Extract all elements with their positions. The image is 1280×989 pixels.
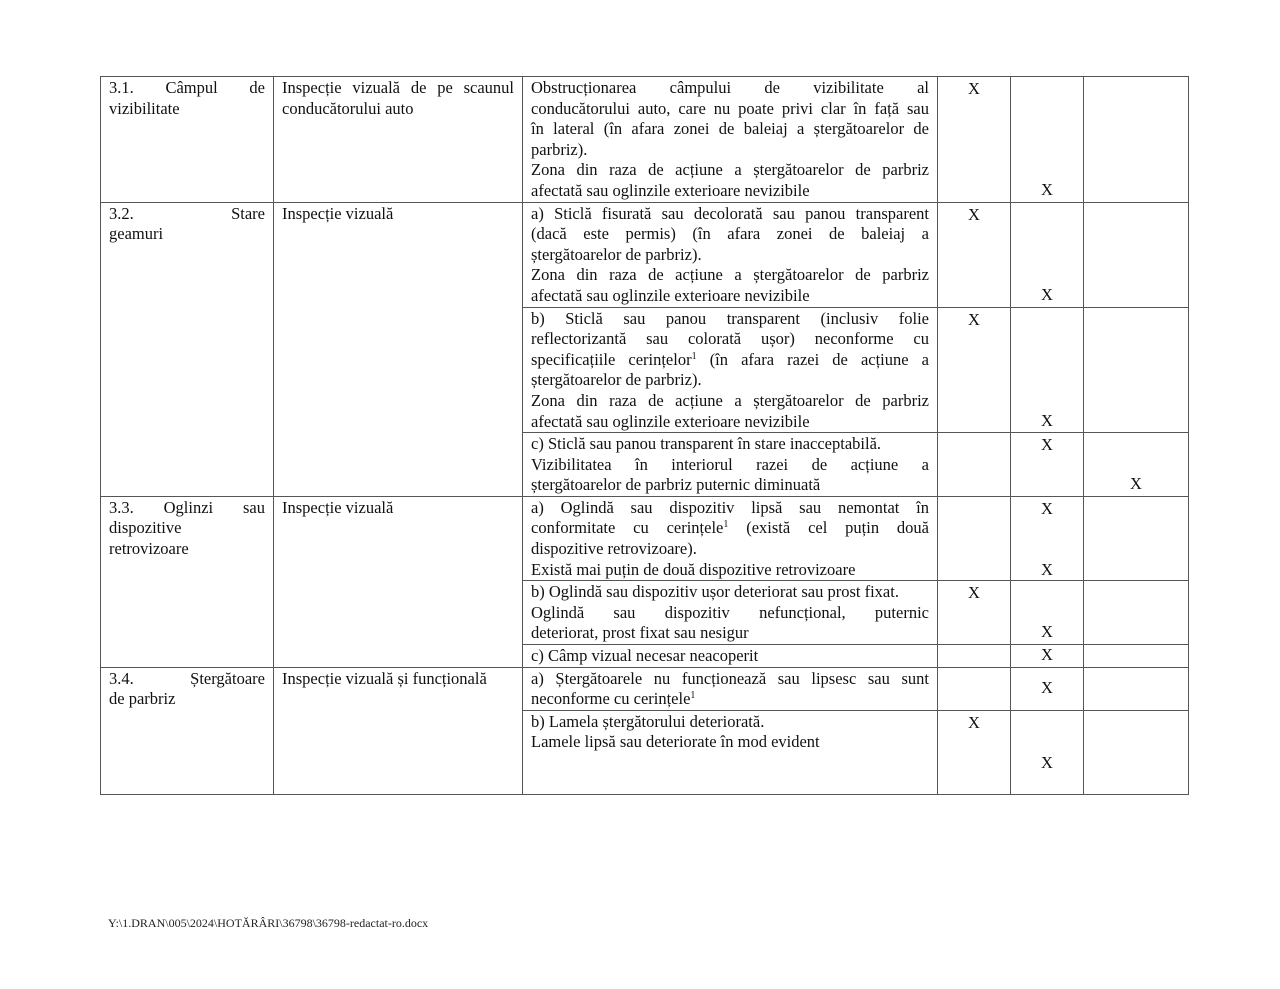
inspection-table [100, 76, 1189, 795]
item-title-line: 3.4. Ștergătoare [109, 668, 265, 688]
dangerous-cell [1084, 433, 1189, 497]
method-line: Inspecție vizuală [282, 203, 394, 223]
major-cell [1011, 496, 1084, 580]
defect-line: b) Oglindă sau dispozitiv ușor deteriorat sau prost fixat. [531, 582, 899, 602]
minor-cell [938, 202, 1011, 307]
document-footer-path: Y:\1.DRAN\005\2024\HOTĂRÂRI\36798\36798-redactat-ro.docx [108, 916, 429, 930]
method-line: Inspecție vizuală de pe scaunul [282, 78, 514, 97]
minor-cell [938, 77, 1011, 203]
item-title-line: geamuri [109, 224, 164, 244]
defect-line: c) Câmp vizual necesar neacoperit [531, 646, 759, 666]
defect-line: parbriz). [531, 139, 588, 159]
minor-cell [938, 581, 1011, 645]
defect-line: ștergătoarelor de parbriz puternic diminuată [531, 475, 821, 495]
defect-line: afectată sau oglinzile exterioare nevizibile [531, 180, 810, 200]
major-cell [1011, 645, 1084, 668]
defect-line: Oglindă sau dispozitiv nefuncțional, puternic [531, 602, 929, 622]
footnote-ref: 1 [723, 519, 729, 531]
defect-cell [523, 710, 938, 794]
minor-mark: X [968, 79, 980, 98]
defect-line: dispozitive retrovizoare). [531, 539, 697, 559]
defect-line: ștergătoarelor de parbriz). [531, 244, 702, 264]
major-cell [1011, 710, 1084, 794]
table-row [101, 77, 1189, 203]
defect-cell [523, 433, 938, 497]
defect-line: a) Ștergătoarele nu funcționează sau lipsesc sau sunt [531, 668, 929, 688]
defect-line: Vizibilitatea în interiorul razei de acțiune a [531, 454, 929, 474]
major-mark: X [1041, 180, 1053, 199]
minor-cell [938, 667, 1011, 710]
major-mark: X [1041, 622, 1053, 642]
item-title-line: retrovizoare [109, 539, 189, 559]
defect-line: c) Sticlă sau panou transparent în stare inacceptabilă. [531, 434, 882, 454]
method-line: Inspecție vizuală și funcțională [282, 668, 487, 688]
table-row [101, 667, 1189, 710]
defect-line: deteriorat, prost fixat sau nesigur [531, 623, 749, 643]
major-mark: X [1041, 498, 1053, 518]
major-mark: X [1041, 410, 1053, 430]
minor-mark: X [968, 712, 980, 732]
minor-cell [938, 433, 1011, 497]
defect-cell [523, 202, 938, 307]
defect-line: afectată sau oglinzile exterioare nevizibile [531, 411, 810, 431]
defect-line: b) Sticlă sau panou transparent (inclusiv folie [531, 308, 929, 328]
item-title-cell [101, 77, 274, 203]
major-mark: X [1041, 677, 1053, 697]
dangerous-cell [1084, 667, 1189, 710]
defect-cell [523, 667, 938, 710]
method-cell [274, 202, 523, 496]
defect-line: Există mai puțin de două dispozitive retrovizoare [531, 559, 856, 579]
item-title-line: 3.2. Stare [109, 203, 265, 223]
item-title-cell [101, 496, 274, 667]
footnote-ref: 1 [690, 690, 696, 702]
minor-cell [938, 307, 1011, 433]
defect-line: ștergătoarelor de parbriz). [531, 370, 702, 390]
item-title-line: vizibilitate [109, 98, 180, 118]
major-cell [1011, 307, 1084, 433]
major-mark: X [1041, 645, 1053, 665]
major-cell [1011, 581, 1084, 645]
method-cell [274, 496, 523, 667]
item-title-cell [101, 202, 274, 496]
method-line: conducătorului auto [282, 98, 414, 118]
defect-line: b) Lamela ștergătorului deteriorată. [531, 711, 765, 731]
defect-line: afectată sau oglinzile exterioare nevizibile [531, 285, 810, 305]
major-cell [1011, 77, 1084, 203]
minor-cell [938, 710, 1011, 794]
item-title-line: 3.3. Oglinzi sau [109, 497, 265, 517]
defect-line: neconforme cu cerințele$^1$ [531, 689, 696, 709]
major-cell [1011, 202, 1084, 307]
minor-cell [938, 645, 1011, 668]
minor-mark: X [968, 309, 980, 329]
defect-line: conducătorului auto, care nu poate privi clar în față sau [531, 98, 929, 118]
defect-line: reflectorizantă sau colorată ușor) neconforme cu [531, 329, 929, 349]
major-mark: X [1041, 559, 1053, 579]
defect-line: Lamele lipsă sau deteriorate în mod evident [531, 732, 820, 752]
method-line: Inspecție vizuală [282, 497, 394, 517]
defect-line: Zona din raza de acțiune a ștergătoarelor de parbriz [531, 390, 929, 410]
minor-cell [938, 496, 1011, 580]
minor-mark: X [968, 204, 980, 224]
dangerous-cell [1084, 496, 1189, 580]
defect-line: a) Sticlă fisurată sau decolorată sau panou transparent [531, 203, 929, 223]
defect-line: Obstrucționarea câmpului de vizibilitate al [531, 78, 929, 97]
defect-line: Zona din raza de acțiune a ștergătoarelor de parbriz [531, 160, 929, 180]
major-mark: X [1041, 435, 1053, 455]
dangerous-cell [1084, 77, 1189, 203]
dangerous-cell [1084, 710, 1189, 794]
item-title-line: dispozitive [109, 518, 182, 538]
dangerous-cell [1084, 645, 1189, 668]
major-mark: X [1041, 284, 1053, 304]
item-title-line: 3.1. Câmpul de [109, 78, 265, 97]
table-row [101, 496, 1189, 580]
defect-cell [523, 77, 938, 203]
dangerous-cell [1084, 202, 1189, 307]
defect-cell [523, 581, 938, 645]
item-title-line: de parbriz [109, 689, 176, 709]
defect-cell [523, 645, 938, 668]
method-cell [274, 667, 523, 794]
footnote-ref: 1 [691, 350, 697, 362]
dangerous-cell [1084, 307, 1189, 433]
defect-line: specificațiile cerințelor$^1$ (în afara razei de acțiune a [531, 349, 929, 369]
defect-cell [523, 307, 938, 433]
defect-line: a) Oglindă sau dispozitiv lipsă sau nemontat în [531, 497, 929, 517]
defect-line: conformitate cu cerințele$^1$ (există cel puțin două [531, 518, 929, 538]
major-cell [1011, 667, 1084, 710]
major-cell [1011, 433, 1084, 497]
item-title-cell [101, 667, 274, 794]
method-cell [274, 77, 523, 203]
defect-line: (dacă este permis) (în afara zonei de baleiaj a [531, 224, 929, 244]
dangerous-mark: X [1130, 474, 1142, 494]
dangerous-cell [1084, 581, 1189, 645]
minor-mark: X [968, 583, 980, 603]
defect-line: în lateral (în afara zonei de baleiaj a ștergătoarelor de [531, 119, 929, 139]
defect-line: Zona din raza de acțiune a ștergătoarelor de parbriz [531, 265, 929, 285]
defect-cell [523, 496, 938, 580]
major-mark: X [1041, 752, 1053, 772]
table-row [101, 202, 1189, 307]
